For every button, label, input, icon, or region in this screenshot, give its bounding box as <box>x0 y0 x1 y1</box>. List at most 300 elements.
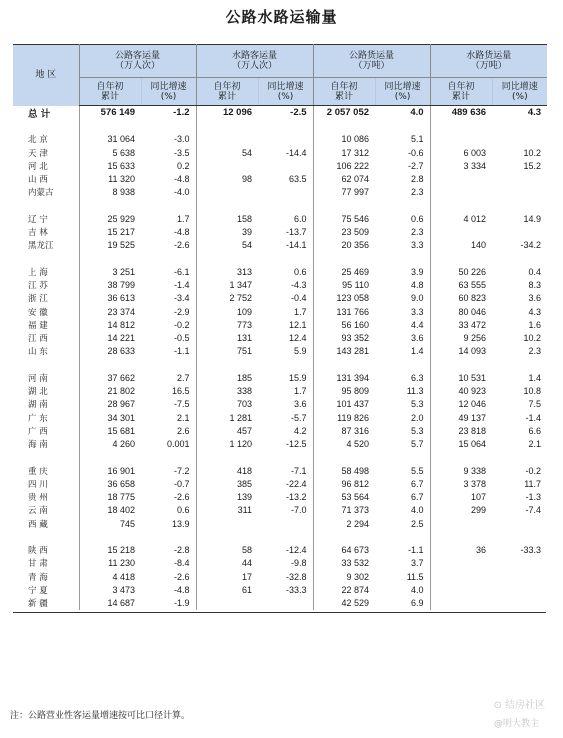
cumulative-cell: 106 222 <box>313 159 375 172</box>
region-cell: 广 东 <box>28 413 48 424</box>
cumulative-cell: 21 802 <box>79 385 141 398</box>
table-row <box>13 226 547 239</box>
growth-cell: 2.1 <box>528 439 542 450</box>
cumulative-cell <box>430 226 492 239</box>
growth-cell: 13.9 <box>171 518 190 529</box>
growth-cell: 4.3 <box>528 306 542 317</box>
growth-cell: -0.5 <box>174 333 190 344</box>
cumulative-cell: 139 <box>196 491 258 504</box>
group-header: 公路货运量 （万吨） <box>313 45 430 78</box>
cumulative-cell: 2 752 <box>196 292 258 305</box>
region-cell: 总 计 <box>28 108 51 120</box>
growth-cell: -6.1 <box>174 266 190 277</box>
spacer-row <box>13 530 547 543</box>
growth-cell: 7.5 <box>528 399 542 410</box>
cumulative-cell: 49 137 <box>430 411 492 424</box>
region-cell: 浙 江 <box>28 294 48 305</box>
growth-cell: 0.6 <box>411 213 424 224</box>
cumulative-cell: 576 149 <box>79 106 141 120</box>
cumulative-cell: 11 320 <box>79 173 141 186</box>
table-row <box>13 318 547 331</box>
cumulative-cell: 140 <box>430 239 492 252</box>
cumulative-cell: 34 301 <box>79 411 141 424</box>
cumulative-cell: 60 823 <box>430 292 492 305</box>
cumulative-cell: 107 <box>430 491 492 504</box>
growth-cell: -33.3 <box>520 545 542 556</box>
cumulative-header: 自年初 累计 <box>430 78 492 106</box>
growth-cell: 1.4 <box>528 372 542 383</box>
cumulative-cell: 33 472 <box>430 318 492 331</box>
cumulative-cell <box>430 570 492 583</box>
table-row <box>13 570 547 583</box>
growth-cell <box>258 133 313 146</box>
growth-cell: 4.3 <box>527 107 542 119</box>
growth-cell: -3.5 <box>174 147 190 158</box>
region-cell: 福 建 <box>28 320 48 331</box>
growth-cell: 2.7 <box>177 372 190 383</box>
growth-cell: 8.3 <box>528 280 542 291</box>
watermark-handle: @明大教主 <box>493 719 539 729</box>
cumulative-cell: 4 012 <box>430 212 492 225</box>
growth-cell: -0.6 <box>408 147 424 158</box>
cumulative-cell <box>430 597 492 610</box>
growth-cell: -0.2 <box>525 465 542 476</box>
cumulative-cell <box>196 159 258 172</box>
cumulative-cell: 2 057 052 <box>313 106 375 120</box>
cumulative-cell <box>430 173 492 186</box>
cumulative-cell: 56 160 <box>313 318 375 331</box>
growth-cell: 2.3 <box>528 346 542 357</box>
footnote: 注：公路营业性客运量增速按可比口径计算。 <box>10 711 191 721</box>
cumulative-cell: 1 281 <box>196 411 258 424</box>
growth-cell: 10.2 <box>523 147 542 158</box>
cumulative-cell: 773 <box>196 318 258 331</box>
growth-cell: 0.4 <box>528 266 542 277</box>
cumulative-header: 自年初 累计 <box>79 78 141 106</box>
growth-cell: 4.4 <box>411 319 424 330</box>
growth-cell: 3.9 <box>411 266 424 277</box>
growth-cell: -0.4 <box>291 293 307 304</box>
cumulative-cell: 22 874 <box>313 583 375 596</box>
region-cell: 湖 北 <box>28 387 48 398</box>
transport-volume-table <box>13 44 546 610</box>
cumulative-cell: 109 <box>196 305 258 318</box>
growth-cell: -4.8 <box>174 174 190 185</box>
table-row <box>13 557 547 570</box>
cumulative-cell <box>430 517 492 530</box>
cumulative-cell: 14 812 <box>79 318 141 331</box>
table-row <box>13 597 547 610</box>
growth-cell: -5.7 <box>291 412 307 423</box>
growth-cell: 2.3 <box>411 187 424 198</box>
growth-cell: -4.0 <box>174 187 190 198</box>
growth-cell: -1.2 <box>173 107 190 119</box>
growth-cell: -7.1 <box>291 465 307 476</box>
cumulative-cell: 14 221 <box>79 332 141 345</box>
region-cell: 内蒙古 <box>28 188 54 199</box>
growth-cell: -4.8 <box>174 584 190 595</box>
table-row <box>13 583 547 596</box>
growth-cell: 0.001 <box>166 439 190 450</box>
growth-cell: 2.8 <box>411 174 424 185</box>
growth-header: 同比增速 (%) <box>492 78 547 106</box>
cumulative-cell: 4 260 <box>79 438 141 451</box>
cumulative-cell: 299 <box>430 504 492 517</box>
growth-cell: 15.2 <box>523 160 542 171</box>
growth-header: 同比增速 (%) <box>258 78 313 106</box>
cumulative-cell: 751 <box>196 345 258 358</box>
growth-cell <box>258 186 313 199</box>
cumulative-cell <box>430 133 492 146</box>
cumulative-cell: 15 064 <box>430 438 492 451</box>
growth-header: 同比增速 (%) <box>375 78 430 106</box>
table-row <box>13 398 547 411</box>
cumulative-cell: 93 352 <box>313 332 375 345</box>
cumulative-cell: 77 997 <box>313 186 375 199</box>
group-header: 水路客运量 （万人次） <box>196 45 313 78</box>
cumulative-cell: 9 338 <box>430 464 492 477</box>
growth-cell: 6.6 <box>528 425 542 436</box>
spacer-row <box>13 199 547 212</box>
cumulative-cell <box>430 557 492 570</box>
table-row <box>13 491 547 504</box>
cumulative-cell: 23 818 <box>430 424 492 437</box>
cumulative-cell: 36 <box>430 544 492 557</box>
growth-cell: 11.5 <box>406 571 424 582</box>
cumulative-cell: 12 096 <box>196 106 258 120</box>
cumulative-cell: 19 525 <box>79 239 141 252</box>
cumulative-cell: 418 <box>196 464 258 477</box>
cumulative-cell: 17 <box>196 570 258 583</box>
growth-cell: -1.1 <box>174 346 190 357</box>
table-row <box>13 292 547 305</box>
cumulative-cell: 15 217 <box>79 226 141 239</box>
growth-cell: -0.7 <box>174 478 190 489</box>
table-row <box>13 464 547 477</box>
growth-cell: 4.0 <box>411 584 424 595</box>
table-row <box>13 159 547 172</box>
growth-cell: -2.7 <box>408 160 424 171</box>
cumulative-cell: 64 673 <box>313 544 375 557</box>
cumulative-cell: 15 633 <box>79 159 141 172</box>
region-cell: 云 南 <box>28 506 48 517</box>
region-cell: 海 南 <box>28 440 48 451</box>
growth-cell: 10.2 <box>523 333 542 344</box>
cumulative-cell: 9 256 <box>430 332 492 345</box>
growth-cell: 12.4 <box>289 333 307 344</box>
cumulative-cell: 54 <box>196 239 258 252</box>
cumulative-cell: 42 529 <box>313 597 375 610</box>
cumulative-cell <box>196 597 258 610</box>
cumulative-cell: 53 564 <box>313 491 375 504</box>
table-row <box>13 146 547 159</box>
growth-cell <box>492 173 547 186</box>
growth-cell: 12.1 <box>289 319 307 330</box>
growth-cell: 0.6 <box>294 266 307 277</box>
cumulative-cell: 61 <box>196 583 258 596</box>
cumulative-cell: 158 <box>196 212 258 225</box>
region-cell: 河 北 <box>28 161 48 172</box>
cumulative-cell: 2 294 <box>313 517 375 530</box>
region-cell: 宁 夏 <box>28 585 48 596</box>
growth-cell: -2.6 <box>174 571 190 582</box>
cumulative-cell: 25 929 <box>79 212 141 225</box>
cumulative-cell: 10 531 <box>430 371 492 384</box>
growth-cell: 4.0 <box>411 505 424 516</box>
cumulative-cell: 185 <box>196 371 258 384</box>
cumulative-cell: 338 <box>196 385 258 398</box>
growth-cell: 3.3 <box>411 306 424 317</box>
growth-cell: -7.0 <box>291 505 307 516</box>
region-cell: 天 津 <box>28 148 48 159</box>
table-row <box>13 173 547 186</box>
cumulative-cell: 87 316 <box>313 424 375 437</box>
watermark: ⊙ 结房社区 <box>493 700 545 711</box>
region-cell: 四 川 <box>28 479 48 490</box>
cumulative-cell: 143 281 <box>313 345 375 358</box>
cumulative-cell: 28 633 <box>79 345 141 358</box>
cumulative-cell <box>196 517 258 530</box>
growth-cell: -2.8 <box>174 545 190 556</box>
region-cell: 新 疆 <box>28 599 48 610</box>
table-row <box>13 345 547 358</box>
cumulative-cell: 50 226 <box>430 265 492 278</box>
cumulative-cell: 58 498 <box>313 464 375 477</box>
table-row <box>13 279 547 292</box>
region-cell: 湖 南 <box>28 400 48 411</box>
cumulative-cell: 71 373 <box>313 504 375 517</box>
cumulative-cell <box>196 186 258 199</box>
cumulative-cell: 54 <box>196 146 258 159</box>
cumulative-cell: 18 402 <box>79 504 141 517</box>
table-row <box>13 212 547 225</box>
growth-cell: -7.4 <box>525 505 542 516</box>
growth-header: 同比增速 (%) <box>141 78 196 106</box>
table-row <box>13 371 547 384</box>
cumulative-cell: 62 074 <box>313 173 375 186</box>
cumulative-cell: 40 923 <box>430 385 492 398</box>
table-row <box>13 504 547 517</box>
cumulative-cell: 10 086 <box>313 133 375 146</box>
growth-cell: 5.7 <box>411 439 424 450</box>
growth-cell: -1.1 <box>408 545 424 556</box>
growth-cell: -3.0 <box>174 134 190 145</box>
cumulative-cell: 4 418 <box>79 570 141 583</box>
table-row <box>13 186 547 199</box>
cumulative-cell <box>430 583 492 596</box>
growth-cell: 5.3 <box>411 425 424 436</box>
region-cell: 上 海 <box>28 267 48 278</box>
growth-cell <box>492 583 547 596</box>
growth-cell: -0.2 <box>174 319 190 330</box>
table-row <box>13 544 547 557</box>
region-cell: 重 庆 <box>28 466 48 477</box>
cumulative-cell: 119 826 <box>313 411 375 424</box>
growth-cell: -7.2 <box>174 465 190 476</box>
cumulative-cell: 14 687 <box>79 597 141 610</box>
table-row <box>13 438 547 451</box>
cumulative-cell: 39 <box>196 226 258 239</box>
growth-cell <box>492 133 547 146</box>
growth-cell: 11.3 <box>406 386 424 397</box>
cumulative-cell: 16 901 <box>79 464 141 477</box>
cumulative-cell: 489 636 <box>430 106 492 120</box>
cumulative-cell: 385 <box>196 477 258 490</box>
growth-cell: 5.3 <box>411 399 424 410</box>
cumulative-cell: 3 378 <box>430 477 492 490</box>
growth-cell: -14.1 <box>286 240 307 251</box>
cumulative-cell: 3 251 <box>79 265 141 278</box>
cumulative-cell: 313 <box>196 265 258 278</box>
growth-cell: -22.4 <box>286 478 307 489</box>
cumulative-cell: 101 437 <box>313 398 375 411</box>
cumulative-cell: 457 <box>196 424 258 437</box>
growth-cell: -33.3 <box>286 584 307 595</box>
growth-cell: -1.3 <box>525 492 542 503</box>
cumulative-cell: 131 394 <box>313 371 375 384</box>
growth-cell: -2.6 <box>174 492 190 503</box>
cumulative-cell: 4 520 <box>313 438 375 451</box>
growth-cell: 63.5 <box>289 174 307 185</box>
cumulative-cell: 131 <box>196 332 258 345</box>
cumulative-cell: 1 347 <box>196 279 258 292</box>
growth-cell: 4.0 <box>410 107 424 119</box>
cumulative-cell: 33 532 <box>313 557 375 570</box>
growth-cell: 15.9 <box>289 372 307 383</box>
cumulative-cell: 8 938 <box>79 186 141 199</box>
growth-cell <box>492 570 547 583</box>
growth-cell: 9.0 <box>411 293 424 304</box>
cumulative-cell: 131 766 <box>313 305 375 318</box>
growth-cell: 2.3 <box>411 227 424 238</box>
growth-cell: 16.5 <box>171 386 190 397</box>
spacer-row <box>13 120 547 133</box>
growth-cell: -9.8 <box>291 558 307 569</box>
growth-cell: 1.7 <box>177 213 190 224</box>
growth-cell: -4.8 <box>174 227 190 238</box>
growth-cell: 2.1 <box>177 412 190 423</box>
table-row <box>13 517 547 530</box>
cumulative-cell: 15 681 <box>79 424 141 437</box>
growth-cell <box>258 517 313 530</box>
growth-cell: 5.9 <box>294 346 307 357</box>
cumulative-cell: 36 658 <box>79 477 141 490</box>
cumulative-cell: 58 <box>196 544 258 557</box>
table-row <box>13 265 547 278</box>
cumulative-cell: 3 334 <box>430 159 492 172</box>
table-body <box>13 106 547 610</box>
group-header: 水路货运量 （万吨） <box>430 45 547 78</box>
growth-cell: 6.7 <box>411 478 424 489</box>
growth-cell: -1.9 <box>174 598 190 609</box>
growth-cell: -32.8 <box>286 571 307 582</box>
region-cell: 江 西 <box>28 334 48 345</box>
growth-cell: 2.6 <box>177 425 190 436</box>
cumulative-cell: 63 555 <box>430 279 492 292</box>
region-cell: 黑龙江 <box>28 241 54 252</box>
cumulative-cell: 20 356 <box>313 239 375 252</box>
spacer-row <box>13 252 547 265</box>
growth-cell <box>492 186 547 199</box>
table-row <box>13 239 547 252</box>
growth-cell: 6.3 <box>411 372 424 383</box>
cumulative-cell: 95 809 <box>313 385 375 398</box>
cumulative-cell: 95 110 <box>313 279 375 292</box>
region-cell: 贵 州 <box>28 493 48 504</box>
growth-cell: 3.6 <box>411 333 424 344</box>
growth-cell: 4.8 <box>411 280 424 291</box>
growth-cell: -13.7 <box>286 227 307 238</box>
growth-cell: 4.2 <box>294 425 307 436</box>
group-header: 公路客运量 （万人次） <box>79 45 196 78</box>
growth-cell <box>258 159 313 172</box>
cumulative-cell: 15 218 <box>79 544 141 557</box>
growth-cell: -3.4 <box>174 293 190 304</box>
region-cell: 山 东 <box>28 347 48 358</box>
cumulative-cell: 75 546 <box>313 212 375 225</box>
growth-cell <box>258 597 313 610</box>
growth-cell: 5.1 <box>411 134 424 145</box>
cumulative-cell: 6 003 <box>430 146 492 159</box>
cumulative-cell <box>430 186 492 199</box>
region-cell: 甘 肃 <box>28 559 48 570</box>
growth-cell: -13.2 <box>286 492 307 503</box>
cumulative-cell: 123 058 <box>313 292 375 305</box>
cumulative-cell: 31 064 <box>79 133 141 146</box>
growth-cell: -34.2 <box>520 240 542 251</box>
growth-cell: 3.7 <box>411 558 424 569</box>
region-cell: 广 西 <box>28 426 48 437</box>
growth-cell: 3.6 <box>528 293 542 304</box>
cumulative-cell: 3 473 <box>79 583 141 596</box>
region-cell: 安 徽 <box>28 307 48 318</box>
growth-cell: -8.4 <box>174 558 190 569</box>
cumulative-cell: 18 775 <box>79 491 141 504</box>
region-cell: 北 京 <box>28 135 48 146</box>
table-row <box>13 477 547 490</box>
growth-cell: 6.0 <box>294 213 307 224</box>
cumulative-cell: 703 <box>196 398 258 411</box>
spacer-row <box>13 451 547 464</box>
growth-cell: 3.6 <box>294 399 307 410</box>
growth-cell: -1.4 <box>525 412 542 423</box>
cumulative-cell: 23 374 <box>79 305 141 318</box>
table-row <box>13 411 547 424</box>
growth-cell: -2.5 <box>290 107 307 119</box>
growth-cell: 6.9 <box>411 598 424 609</box>
growth-cell: 1.4 <box>411 346 424 357</box>
spacer-row <box>13 358 547 371</box>
growth-cell: 14.9 <box>523 213 542 224</box>
region-cell: 江 苏 <box>28 281 48 292</box>
table-row <box>13 133 547 146</box>
growth-cell: -7.5 <box>174 399 190 410</box>
growth-cell: -2.6 <box>174 240 190 251</box>
cumulative-cell: 98 <box>196 173 258 186</box>
growth-cell: 0.2 <box>177 160 190 171</box>
growth-cell: -12.4 <box>286 545 307 556</box>
growth-cell: -4.3 <box>291 280 307 291</box>
cumulative-cell: 1 120 <box>196 438 258 451</box>
cumulative-cell: 5 638 <box>79 146 141 159</box>
region-cell: 山 西 <box>28 175 48 186</box>
cumulative-cell: 36 613 <box>79 292 141 305</box>
cumulative-cell: 80 046 <box>430 305 492 318</box>
region-cell: 辽 宁 <box>28 214 48 225</box>
total-row <box>13 106 547 120</box>
table-row <box>13 385 547 398</box>
cumulative-cell: 96 812 <box>313 477 375 490</box>
